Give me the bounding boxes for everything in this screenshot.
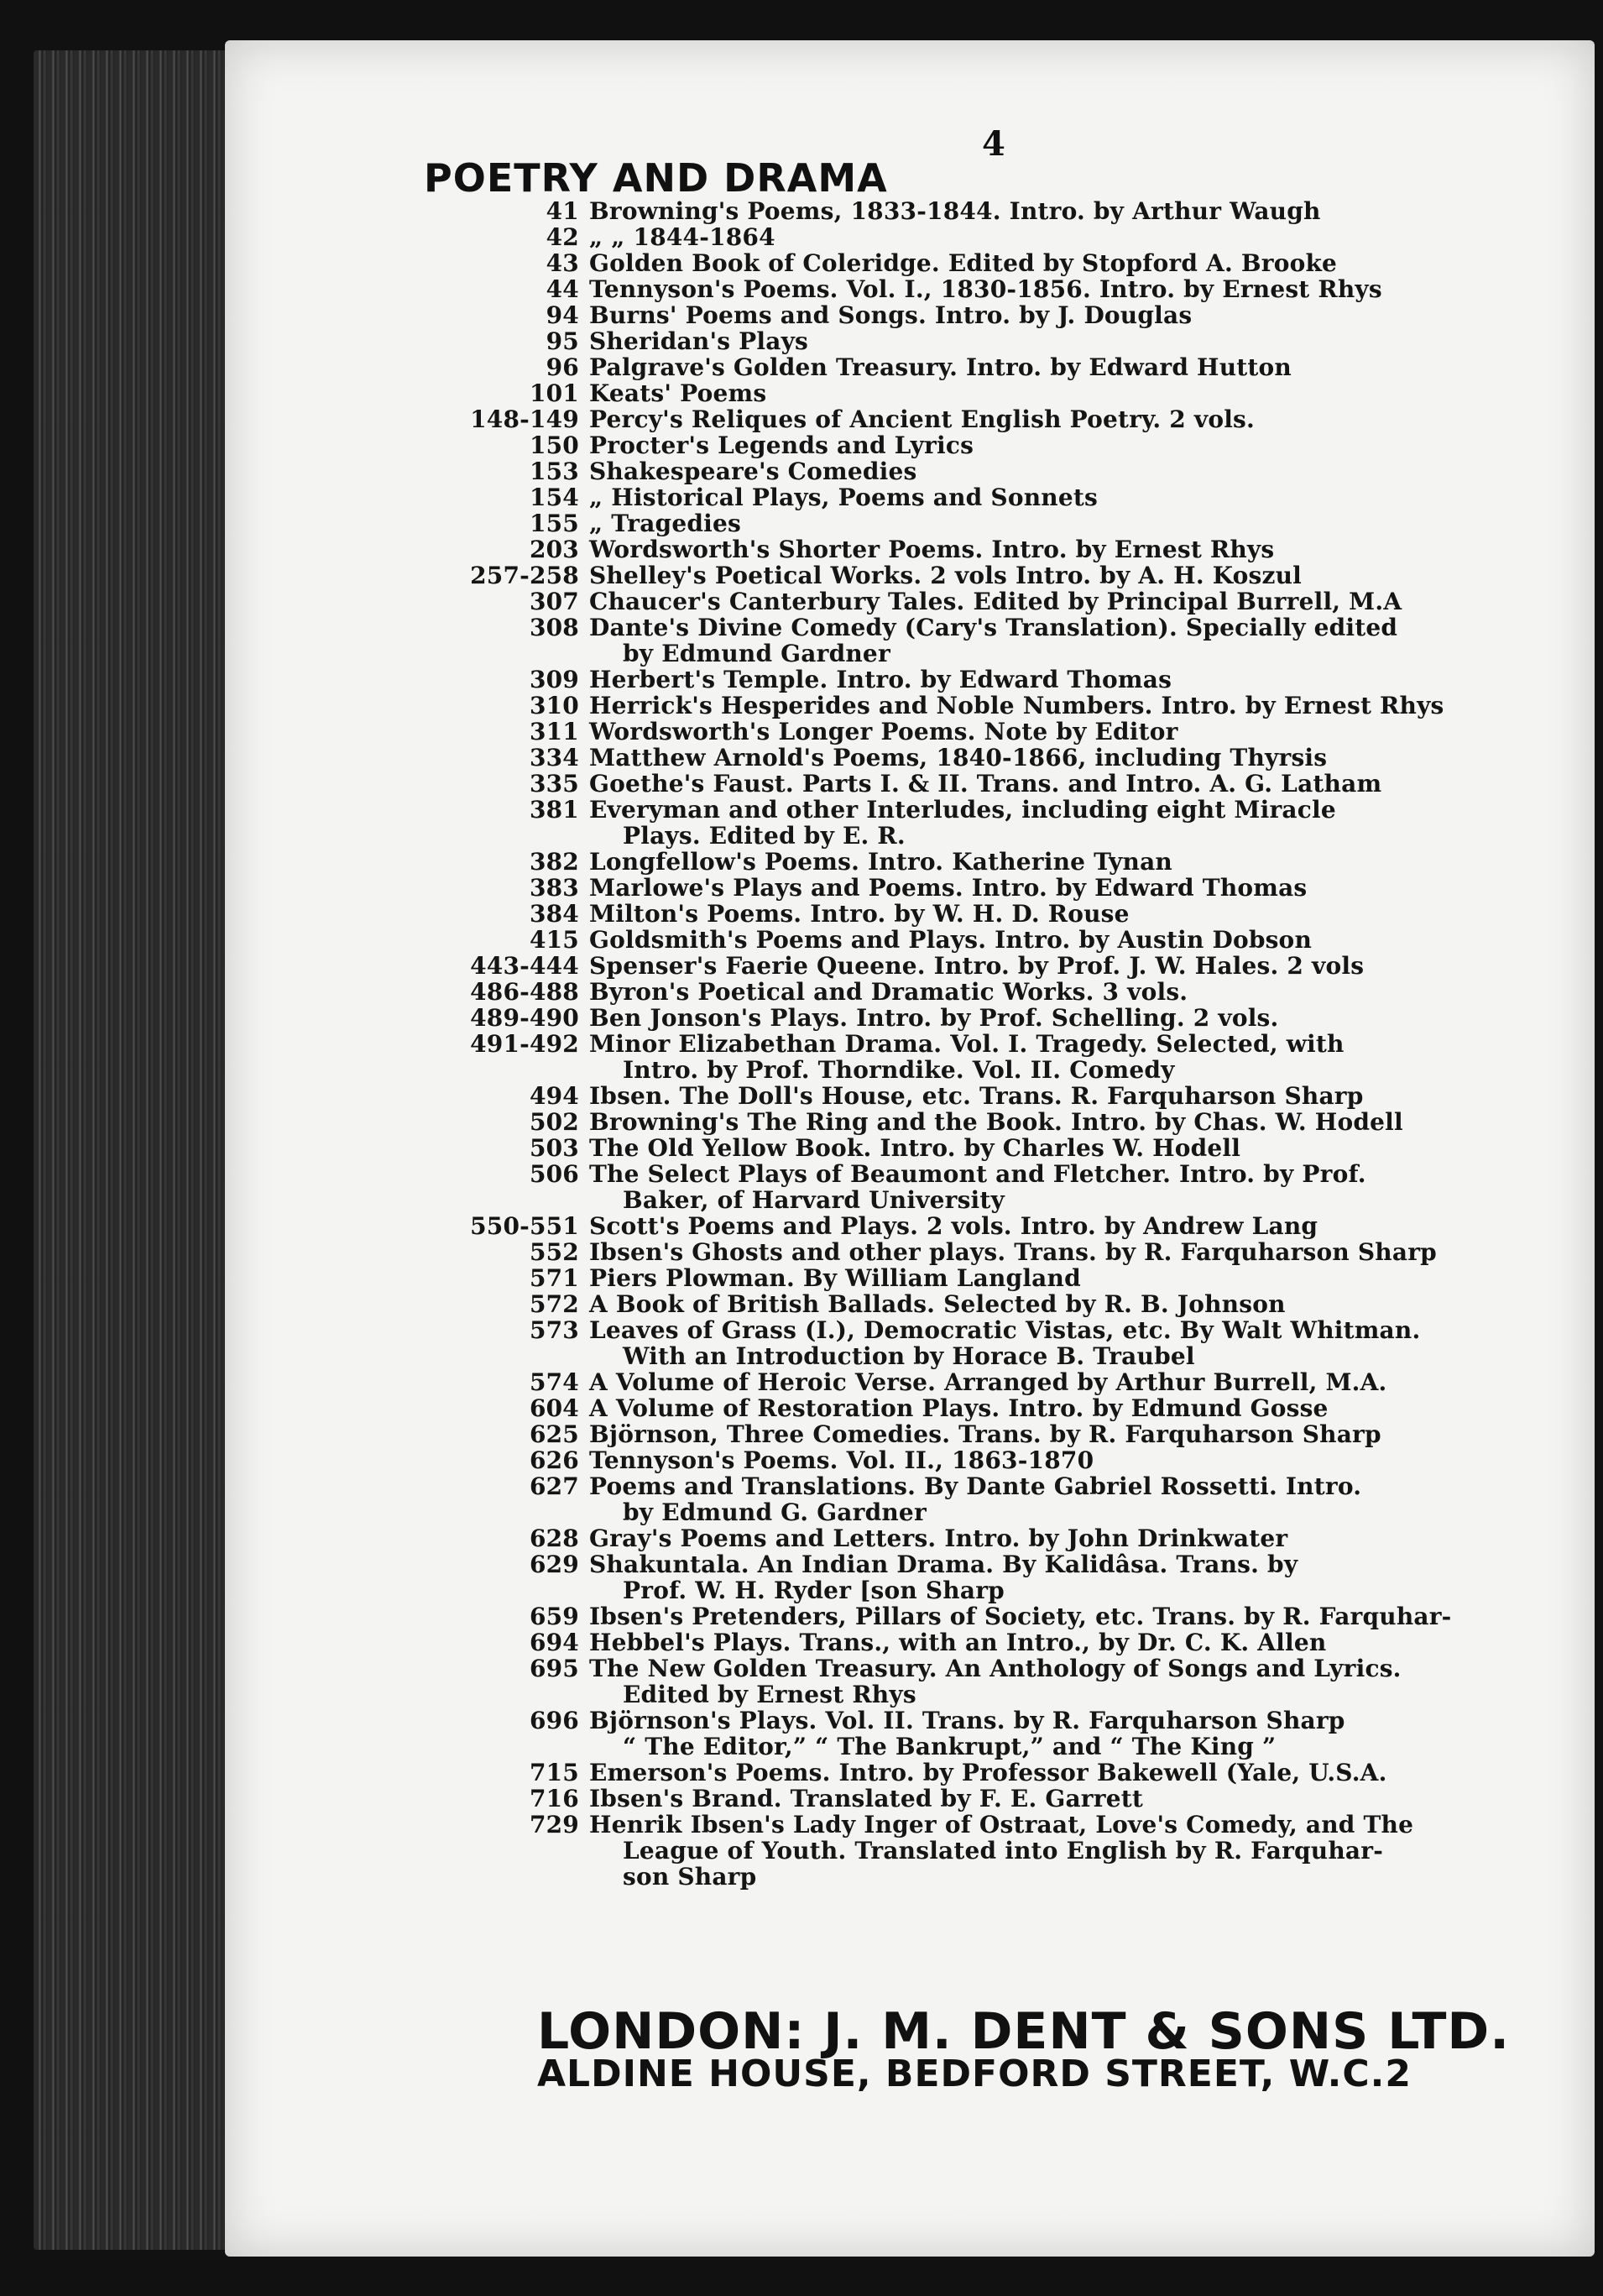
publisher-imprint-line-2: ALDINE HOUSE, BEDFORD STREET, W.C.2	[537, 2053, 1412, 2095]
entry-title: The Old Yellow Book. Intro. by Charles W. Hodell	[589, 1134, 1241, 1162]
entry-number: 489-490	[470, 1004, 579, 1032]
catalogue-entry	[420, 1368, 1578, 1394]
catalogue-entry	[420, 978, 1578, 1004]
entry-number: 307	[529, 588, 579, 615]
entry-number: 101	[529, 379, 579, 407]
catalogue-entry-list	[420, 197, 1578, 1889]
entry-number: 308	[529, 614, 579, 641]
entry-number: 311	[529, 718, 579, 745]
entry-title: A Volume of Heroic Verse. Arranged by Arthur Burrell, M.A.	[589, 1368, 1387, 1396]
entry-number: 44	[546, 275, 579, 303]
entry-title: Minor Elizabethan Drama. Vol. I. Tragedy. Selected, with	[589, 1030, 1345, 1058]
entry-title: League of Youth. Translated into English by R. Farquhar-	[623, 1837, 1384, 1865]
entry-title: Poems and Translations. By Dante Gabriel Rossetti. Intro.	[589, 1472, 1362, 1500]
catalogue-entry	[420, 223, 1578, 249]
entry-title: Edited by Ernest Rhys	[623, 1681, 916, 1708]
section-title: POETRY AND DRAMA	[424, 155, 888, 201]
entry-title: With an Introduction by Horace B. Traubel	[623, 1342, 1195, 1370]
catalogue-entry	[420, 1446, 1578, 1472]
catalogue-entry	[420, 1629, 1578, 1655]
entry-title: Sheridan's Plays	[589, 327, 809, 355]
catalogue-entry	[420, 744, 1578, 770]
entry-number: 43	[546, 249, 579, 277]
entry-number: 94	[546, 301, 579, 329]
catalogue-entry	[420, 1551, 1578, 1577]
entry-title: Wordsworth's Longer Poems. Note by Editor	[589, 718, 1178, 745]
entry-number: 383	[529, 874, 579, 902]
entry-title: Browning's Poems, 1833-1844. Intro. by Arthur Waugh	[589, 197, 1321, 225]
entry-title: Milton's Poems. Intro. by W. H. D. Rouse	[589, 900, 1130, 928]
catalogue-entry	[420, 1290, 1578, 1316]
publisher-imprint-line-1: LONDON: J. M. DENT & SONS LTD.	[537, 2002, 1511, 2061]
entry-title: “ The Editor,” “ The Bankrupt,” and “ The King ”	[623, 1733, 1277, 1760]
catalogue-entry-continuation	[420, 822, 1578, 848]
entry-title: Herrick's Hesperides and Noble Numbers. Intro. by Ernest Rhys	[589, 692, 1444, 719]
catalogue-entry	[420, 770, 1578, 796]
entry-number: 203	[529, 536, 579, 563]
entry-number: 491-492	[470, 1030, 579, 1058]
catalogue-entry	[420, 1472, 1578, 1498]
entry-title: Shakuntala. An Indian Drama. By Kalidâsa. Trans. by	[589, 1551, 1298, 1578]
catalogue-entry	[420, 1655, 1578, 1681]
entry-number: 716	[529, 1785, 579, 1812]
catalogue-entry	[420, 1238, 1578, 1264]
entry-number: 506	[529, 1160, 579, 1188]
entry-number: 628	[529, 1525, 579, 1552]
catalogue-entry	[420, 874, 1578, 900]
entry-title: Hebbel's Plays. Trans., with an Intro., by Dr. C. K. Allen	[589, 1629, 1327, 1656]
catalogue-entry-continuation	[420, 1342, 1578, 1368]
entry-number: 574	[529, 1368, 579, 1396]
entry-title: A Volume of Restoration Plays. Intro. by Edmund Gosse	[589, 1394, 1329, 1422]
entry-title: Piers Plowman. By William Langland	[589, 1264, 1081, 1292]
catalogue-entry	[420, 1759, 1578, 1785]
entry-number: 604	[529, 1394, 579, 1422]
entry-title: Leaves of Grass (I.), Democratic Vistas, etc. By Walt Whitman.	[589, 1316, 1421, 1344]
catalogue-entry	[420, 379, 1578, 405]
entry-title: Keats' Poems	[589, 379, 767, 407]
catalogue-entry	[420, 562, 1578, 588]
entry-title: Wordsworth's Shorter Poems. Intro. by Ernest Rhys	[589, 536, 1275, 563]
entry-number: 573	[529, 1316, 579, 1344]
entry-title: Burns' Poems and Songs. Intro. by J. Douglas	[589, 301, 1193, 329]
catalogue-entry-continuation	[420, 1577, 1578, 1603]
entry-title: Tennyson's Poems. Vol. I., 1830-1856. Intro. by Ernest Rhys	[589, 275, 1382, 303]
entry-title: The New Golden Treasury. An Anthology of Songs and Lyrics.	[589, 1655, 1402, 1682]
entry-title: Gray's Poems and Letters. Intro. by John Drinkwater	[589, 1525, 1288, 1552]
entry-number: 310	[529, 692, 579, 719]
entry-number: 626	[529, 1446, 579, 1474]
catalogue-entry	[420, 1030, 1578, 1056]
entry-title: Golden Book of Coleridge. Edited by Stopford A. Brooke	[589, 249, 1338, 277]
entry-number: 715	[529, 1759, 579, 1786]
entry-number: 550-551	[470, 1212, 579, 1240]
entry-number: 382	[529, 848, 579, 876]
catalogue-entry	[420, 484, 1578, 510]
entry-title: Intro. by Prof. Thorndike. Vol. II. Comedy	[623, 1056, 1175, 1084]
entry-title: Browning's The Ring and the Book. Intro. by Chas. W. Hodell	[589, 1108, 1403, 1136]
entry-number: 95	[546, 327, 579, 355]
entry-number: 572	[529, 1290, 579, 1318]
entry-number: 571	[529, 1264, 579, 1292]
entry-title: The Select Plays of Beaumont and Fletcher. Intro. by Prof.	[589, 1160, 1366, 1188]
entry-number: 443-444	[470, 952, 579, 980]
entry-number: 257-258	[470, 562, 579, 589]
catalogue-entry	[420, 536, 1578, 562]
entry-number: 334	[529, 744, 579, 771]
entry-title: A Book of British Ballads. Selected by R. B. Johnson	[589, 1290, 1286, 1318]
catalogue-entry	[420, 405, 1578, 431]
entry-title: Percy's Reliques of Ancient English Poetry. 2 vols.	[589, 405, 1255, 433]
catalogue-entry	[420, 718, 1578, 744]
catalogue-entry	[420, 1420, 1578, 1446]
entry-number: 625	[529, 1420, 579, 1448]
entry-title: son Sharp	[623, 1863, 757, 1891]
catalogue-entry	[420, 848, 1578, 874]
entry-title: Ibsen's Pretenders, Pillars of Society, etc. Trans. by R. Farquhar-	[589, 1603, 1452, 1630]
entry-title: Ibsen's Brand. Translated by F. E. Garrett	[589, 1785, 1143, 1812]
entry-title: Scott's Poems and Plays. 2 vols. Intro. by Andrew Lang	[589, 1212, 1318, 1240]
catalogue-entry	[420, 1108, 1578, 1134]
entry-number: 42	[546, 223, 579, 251]
entry-number: 381	[529, 796, 579, 824]
catalogue-entry	[420, 197, 1578, 223]
entry-number: 695	[529, 1655, 579, 1682]
catalogue-entry	[420, 1134, 1578, 1160]
entry-title: Ibsen. The Doll's House, etc. Trans. R. Farquharson Sharp	[589, 1082, 1364, 1110]
entry-number: 41	[546, 197, 579, 225]
entry-title: Byron's Poetical and Dramatic Works. 3 vols.	[589, 978, 1188, 1006]
entry-title: Björnson, Three Comedies. Trans. by R. Farquharson Sharp	[589, 1420, 1381, 1448]
page-number: 4	[982, 124, 1005, 164]
entry-number: 335	[529, 770, 579, 798]
catalogue-entry	[420, 926, 1578, 952]
catalogue-entry	[420, 666, 1578, 692]
catalogue-entry-continuation	[420, 640, 1578, 666]
catalogue-entry	[420, 1004, 1578, 1030]
catalogue-entry-continuation	[420, 1733, 1578, 1759]
catalogue-entry	[420, 249, 1578, 275]
catalogue-entry	[420, 1785, 1578, 1811]
entry-number: 415	[529, 926, 579, 954]
entry-title: Plays. Edited by E. R.	[623, 822, 906, 850]
catalogue-entry	[420, 1160, 1578, 1186]
entry-title: Shakespeare's Comedies	[589, 458, 917, 485]
entry-number: 486-488	[470, 978, 579, 1006]
entry-title: Dante's Divine Comedy (Cary's Translation). Specially edited	[589, 614, 1398, 641]
catalogue-entry-continuation	[420, 1863, 1578, 1889]
entry-number: 502	[529, 1108, 579, 1136]
catalogue-entry	[420, 1603, 1578, 1629]
entry-title: Spenser's Faerie Queene. Intro. by Prof. J. W. Hales. 2 vols	[589, 952, 1365, 980]
catalogue-entry	[420, 1316, 1578, 1342]
entry-title: Goethe's Faust. Parts I. & II. Trans. and Intro. A. G. Latham	[589, 770, 1382, 798]
entry-title: Goldsmith's Poems and Plays. Intro. by Austin Dobson	[589, 926, 1312, 954]
catalogue-entry	[420, 1525, 1578, 1551]
entry-number: 155	[529, 510, 579, 537]
entry-title: Shelley's Poetical Works. 2 vols Intro. by A. H. Koszul	[589, 562, 1302, 589]
entry-title: by Edmund G. Gardner	[623, 1498, 927, 1526]
entry-title: Marlowe's Plays and Poems. Intro. by Edward Thomas	[589, 874, 1308, 902]
catalogue-entry	[420, 692, 1578, 718]
entry-title: Ibsen's Ghosts and other plays. Trans. by R. Farquharson Sharp	[589, 1238, 1437, 1266]
catalogue-entry-continuation	[420, 1498, 1578, 1525]
entry-number: 696	[529, 1707, 579, 1734]
entry-title: „ Tragedies	[589, 510, 741, 537]
catalogue-entry	[420, 1707, 1578, 1733]
entry-number: 729	[529, 1811, 579, 1838]
catalogue-entry	[420, 275, 1578, 301]
entry-number: 659	[529, 1603, 579, 1630]
entry-title: Chaucer's Canterbury Tales. Edited by Principal Burrell, M.A	[589, 588, 1402, 615]
entry-number: 153	[529, 458, 579, 485]
catalogue-entry	[420, 431, 1578, 458]
entry-number: 309	[529, 666, 579, 693]
catalogue-entry-continuation	[420, 1186, 1578, 1212]
entry-title: Ben Jonson's Plays. Intro. by Prof. Schelling. 2 vols.	[589, 1004, 1279, 1032]
entry-title: Tennyson's Poems. Vol. II., 1863-1870	[589, 1446, 1094, 1474]
catalogue-entry	[420, 458, 1578, 484]
catalogue-entry	[420, 301, 1578, 327]
catalogue-entry	[420, 588, 1578, 614]
catalogue-entry	[420, 952, 1578, 978]
entry-title: Baker, of Harvard University	[623, 1186, 1005, 1214]
catalogue-entry	[420, 900, 1578, 926]
catalogue-entry	[420, 1394, 1578, 1420]
entry-title: „ „ 1844-1864	[589, 223, 775, 251]
catalogue-entry-continuation	[420, 1681, 1578, 1707]
entry-title: Emerson's Poems. Intro. by Professor Bakewell (Yale, U.S.A.	[589, 1759, 1387, 1786]
entry-title: Henrik Ibsen's Lady Inger of Ostraat, Love's Comedy, and The	[589, 1811, 1414, 1838]
entry-title: Herbert's Temple. Intro. by Edward Thomas	[589, 666, 1172, 693]
entry-number: 627	[529, 1472, 579, 1500]
entry-number: 384	[529, 900, 579, 928]
entry-number: 503	[529, 1134, 579, 1162]
entry-number: 148-149	[470, 405, 579, 433]
catalogue-entry	[420, 1212, 1578, 1238]
entry-title: Longfellow's Poems. Intro. Katherine Tynan	[589, 848, 1172, 876]
entry-title: Prof. W. H. Ryder [son Sharp	[623, 1577, 1005, 1604]
catalogue-entry	[420, 327, 1578, 353]
entry-title: Matthew Arnold's Poems, 1840-1866, including Thyrsis	[589, 744, 1328, 771]
catalogue-entry	[420, 510, 1578, 536]
catalogue-entry-continuation	[420, 1056, 1578, 1082]
entry-title: „ Historical Plays, Poems and Sonnets	[589, 484, 1098, 511]
entry-title: by Edmund Gardner	[623, 640, 890, 667]
catalogue-entry	[420, 1264, 1578, 1290]
entry-number: 150	[529, 431, 579, 459]
entry-number: 552	[529, 1238, 579, 1266]
catalogue-entry	[420, 796, 1578, 822]
entry-number: 494	[529, 1082, 579, 1110]
entry-title: Procter's Legends and Lyrics	[589, 431, 974, 459]
catalogue-entry	[420, 614, 1578, 640]
catalogue-entry	[420, 1811, 1578, 1837]
catalogue-entry	[420, 1082, 1578, 1108]
entry-number: 629	[529, 1551, 579, 1578]
entry-title: Palgrave's Golden Treasury. Intro. by Edward Hutton	[589, 353, 1292, 381]
entry-number: 694	[529, 1629, 579, 1656]
catalogue-entry	[420, 353, 1578, 379]
entry-title: Everyman and other Interludes, including eight Miracle	[589, 796, 1336, 824]
entry-number: 96	[546, 353, 579, 381]
catalogue-entry-continuation	[420, 1837, 1578, 1863]
book-page-edges	[34, 50, 243, 2250]
entry-number: 154	[529, 484, 579, 511]
entry-title: Björnson's Plays. Vol. II. Trans. by R. Farquharson Sharp	[589, 1707, 1345, 1734]
